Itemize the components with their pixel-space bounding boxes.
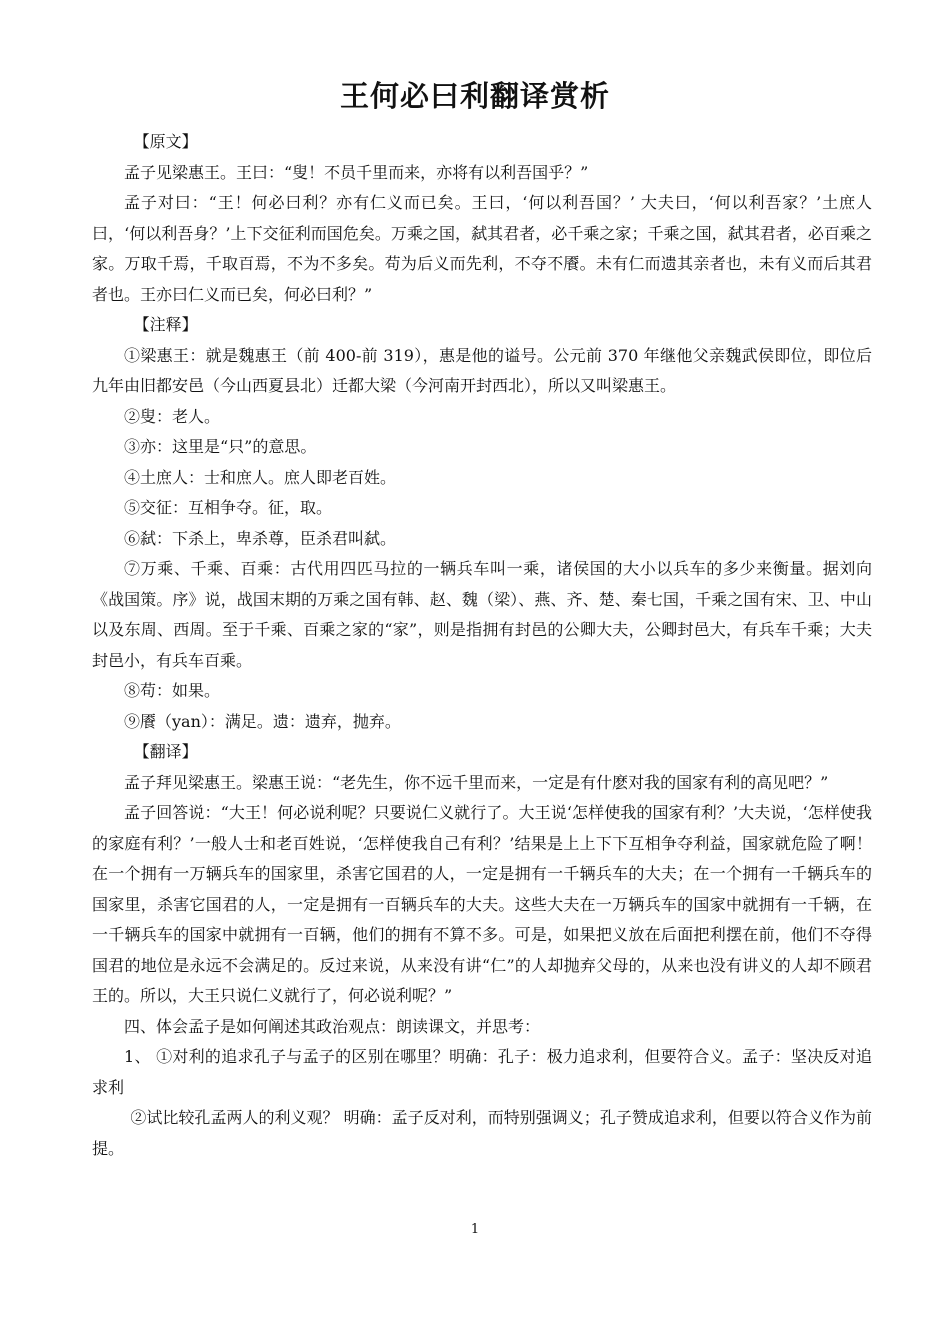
document-body (92, 127, 872, 1164)
note-9: ⑨餍（yan）：满足。遗：遗弃，抛弃。 (124, 711, 401, 731)
translation-paragraph-2: 孟子回答说：“大王！何必说利呢？只要说仁义就行了。大王说‘怎样使我的国家有利？’大夫说，‘怎样使我的家庭有利？’一般人士和老百姓说，‘怎样使我自己有利？’结果是上上下下互相争夺利益，国家就危险了啊！在一个拥有一万辆兵车的国家里，杀害它国君的人，一定是拥有一千辆兵车的大夫；在一个拥有一千辆兵车的国家里，杀害它国君的人，一定是拥有一百辆兵车的大夫。这些大夫在一万辆兵车的国家中就拥有一千辆，在一千辆兵车的国家中就拥有一百辆，他们的拥有不算不多。可是，如果把义放在后面把利摆在前，他们不夺得国君的地位是永远不会满足的。反过来说，从来没有讲“仁”的人却抛弃父母的，从来也没有讲义的人却不顾君王的。所以，大王只说仁义就行了，何必说利呢？” (92, 803, 872, 1005)
translation-paragraph-1: 孟子拜见梁惠王。梁惠王说：“老先生，你不远千里而来，一定是有什麽对我的国家有利的高见吧？” (124, 772, 829, 792)
section-heading-zhushi: 【注释】 (133, 315, 198, 334)
note-1: ①梁惠王：就是魏惠王（前 400-前 319），惠是他的谥号。公元前 370 年继他父亲魏武侯即位，即位后九年由旧都安邑（今山西夏县北）迁都大梁（今河南开封西北），所以又叫梁惠王。 (92, 345, 872, 395)
question-2: ②试比较孔孟两人的利义观？ 明确：孟子反对利，而特别强调义；孔子赞成追求利，但要以符合义作为前提。 (92, 1108, 872, 1158)
section-heading-fanyi: 【翻译】 (133, 742, 198, 761)
note-4: ④土庶人：士和庶人。庶人即老百姓。 (124, 467, 397, 487)
note-2: ②叟：老人。 (124, 406, 221, 426)
page-number: 1 (470, 1222, 480, 1237)
page-title: 王何必曰利翻译赏析 (339, 79, 610, 113)
section-heading-sikao: 四、体会孟子是如何阐述其政治观点：朗读课文，并思考： (124, 1016, 541, 1036)
yuanwen-paragraph-2: 孟子对曰：“王！何必曰利？亦有仁义而已矣。王曰，‘何以利吾国？’ 大夫曰，‘何以利吾家？’土庶人曰，‘何以利吾身？’上下交征利而国危矣。万乘之国，弑其君者，必千乘之家；千乘之国，弑其君者，必百乘之家。万取千焉，千取百焉，不为不多矣。苟为后义而先利，不夺不餍。未有仁而遗其亲者也，未有义而后其君者也。王亦曰仁义而已矣，何必曰利？” (92, 193, 872, 304)
note-6: ⑥弑：下杀上，卑杀尊，臣杀君叫弑。 (124, 528, 397, 548)
question-1: 1、 ①对利的追求孔子与孟子的区别在哪里？明确：孔子：极力追求利，但要符合义。孟子：坚决反对追求利 (92, 1047, 872, 1097)
note-7: ⑦万乘、千乘、百乘：古代用四匹马拉的一辆兵车叫一乘，诸侯国的大小以兵车的多少来衡量。据刘向《战国策。序》说，战国末期的万乘之国有韩、赵、魏（梁）、燕、齐、楚、秦七国，千乘之国有宋、卫、中山以及东周、西周。至于千乘、百乘之家的“家”，则是指拥有封邑的公卿大夫，公卿封邑大，有兵车千乘；大夫封邑小，有兵车百乘。 (92, 559, 872, 670)
note-5: ⑤交征：互相争夺。征，取。 (124, 498, 333, 517)
note-8: ⑧苟：如果。 (124, 681, 221, 700)
note-3: ③亦：这里是“只”的意思。 (124, 437, 317, 456)
yuanwen-paragraph-1: 孟子见梁惠王。王曰：“叟！不员千里而来，亦将有以利吾国乎？” (124, 162, 589, 182)
section-heading-yuanwen: 【原文】 (133, 132, 198, 151)
